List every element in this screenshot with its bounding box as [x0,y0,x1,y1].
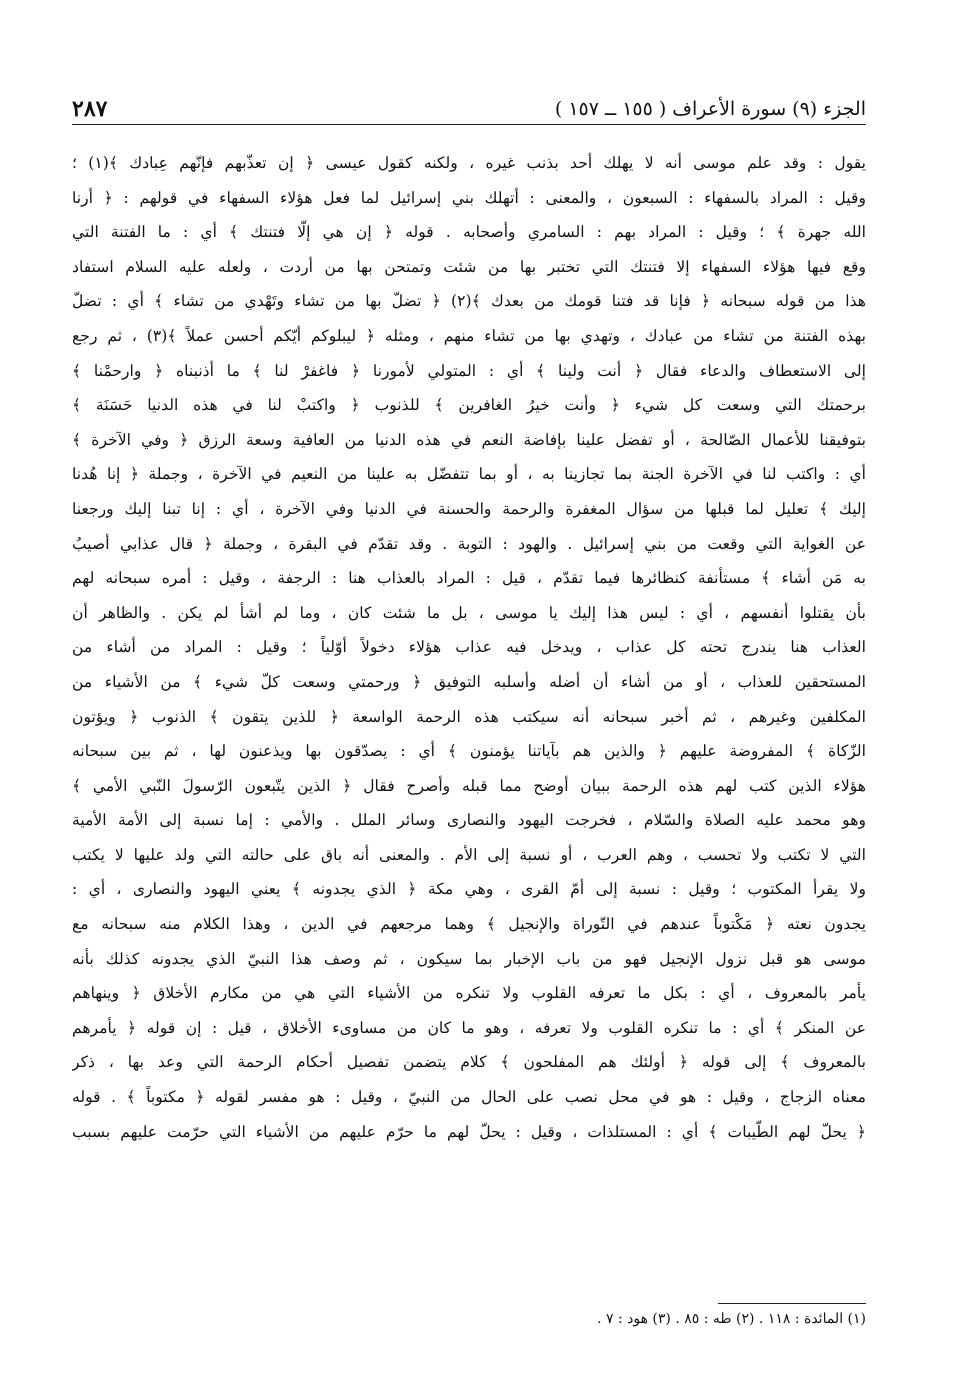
text-line: ﴿ يحلّ لهم الطّيبات ﴾ أي : المستلذات ، وقيل : يحلّ لهم ما حرّم عليهم من الأشياء التي حرّمت عليهم بسبب [72,1122,866,1141]
text-line: عن الغواية التي وقعت من بني إسرائيل . والهود : التوبة . وقد تقدّم في البقرة ، وجملة ﴿ قال عذابي أصيبُ [72,534,866,553]
text-line: أي : واكتب لنا في الآخرة الجنة بما تجازينا به ، أو بما تتفضّل به علينا من النعيم في الآخرة ، وجملة ﴿ إنا هُدنا [72,465,866,484]
text-line: معناه الزجاج ، وقيل : هو في محل نصب على الحال من النبيّ ، وقيل : هو مفسر لقوله ﴿ مكتوباً ﴾ . قوله [72,1088,866,1107]
text-line: يجدون نعته ﴿ مَكْتوباً عندهم في التّوراة والإنجيل ﴾ وهما مرجعهم في الدين ، وهذا الكلام منه سبحانه مع [72,915,866,934]
text-line: المستحقين للعذاب ، أو من أشاء أن أضله وأسلبه التوفيق ﴿ ورحمتي وسعت كلّ شيء ﴾ من الأشياء من [72,672,866,691]
text-line: هذا من قوله سبحانه ﴿ فإنا قد فتنا قومك من بعدك ﴾(٢) ﴿ تضلّ بها من تشاء وتَهْدي من تشاء ﴾ أي : تضلّ [72,292,866,311]
text-line: وهو محمد عليه الصلاة والسّلام ، فخرجت اليهود والنصارى وسائر الملل . والأمي : إما نسبة إلى الأمة الأمية [72,811,866,830]
page-number: ٢٨٧ [72,96,108,122]
text-line: يأمر بالمعروف ، أي : بكل ما تعرفه القلوب ولا تنكره من الأشياء التي هي من مكارم الأخلاق ﴿ وينهاهم [72,984,866,1003]
text-line: به مَن أشاء ﴾ مستأنفة كنظائرها فيما تقدّم ، قيل : المراد بالعذاب هنا : الرجفة ، وقيل : أمره سبحانه لهم [72,569,866,588]
text-line: بهذه الفتنة من تشاء من عبادك ، وتهدي بها من تشاء منهم ، ومثله ﴿ ليبلوكم أيّكم أحسن عملاً ﴾(٣) ، ثم رجع [72,326,866,345]
text-line: بتوفيقنا للأعمال الصّالحة ، أو تفضل علينا بإفاضة النعم في هذه الدنيا من العافية وسعة الرزق ﴿ وفي الآخرة ﴾ [72,430,866,449]
text-line: بأن يقتلوا أنفسهم ، أي : ليس هذا إليك يا موسى ، بل ما شئت كان ، وما لم أشأ لم يكن . والظاهر أن [72,603,866,622]
text-line: التي لا تكتب ولا تحسب ، وهم العرب ، أو نسبة إلى الأم . والمعنى أنه باق على حالته التي ولد عليها لا يكتب [72,845,866,864]
text-line: وقع فيها هؤلاء السفهاء إلا فتنتك التي تختبر بها من شئت وتمتحن بها من أردت ، ولعله عليه السلام استفاد [72,257,866,276]
text-line: إليك ﴾ تعليل لما قبلها من سؤال المغفرة والرحمة والحسنة في الدنيا وفي الآخرة ، أي : إنا تبنا إليك ورجعنا [72,499,866,518]
text-line: وقيل : المراد بالسفهاء : السبعون ، والمعنى : أتهلك بني إسرائيل لما فعل هؤلاء السفهاء في قولهم : ﴿ أرنا [72,188,866,207]
text-line: موسى هو قبل نزول الإنجيل فهو من باب الإخبار بما سيكون ، ثم وصف هذا النبيّ الذي يجدونه كذلك بأنه [72,949,866,968]
footnote-separator [718,1303,866,1304]
text-line: عن المنكر ﴾ أي : ما تنكره القلوب ولا تعرفه ، وهو ما كان من مساوىء الأخلاق ، قيل : إن قوله ﴿ يأمرهم [72,1018,866,1037]
text-line: هؤلاء الذين كتب لهم هذه الرحمة ببيان أوضح مما قبله وأصرح فقال ﴿ الذين يتّبعون الرّسولَ النّبي الأمي ﴾ [72,776,866,795]
text-line: إلى الاستعطاف والدعاء فقال ﴿ أنت ولينا ﴾ أي : المتولي لأمورنا ﴿ فاغفرْ لنا ﴾ ما أذنبناه ﴿ وارحمْنا ﴾ [72,361,866,380]
text-line: بالمعروف ﴾ إلى قوله ﴿ أولئك هم المفلحون ﴾ كلام يتضمن تفصيل أحكام الرحمة التي وعد بها ، ذكر [72,1053,866,1072]
text-line: برحمتك التي وسعت كل شيء ﴿ وأنت خيرُ الغافرين ﴾ للذنوب ﴿ واكتبْ لنا في هذه الدنيا حَسَنَة ﴾ [72,396,866,415]
text-line: الزّكاة ﴾ المفروضة عليهم ﴿ والذين هم بآياتنا يؤمنون ﴾ أي : يصدّقون بها ويذعنون لها ، ثم بين سبحانه [72,742,866,761]
footnotes: (١) المائدة : ١١٨ . (٢) طه : ٨٥ . (٣) هود : ٧ . [597,1311,866,1327]
text-line: الله جهرة ﴾ ؛ وقيل : المراد بهم : السامري وأصحابه . قوله ﴿ إن هي إلّا فتنتك ﴾ أي : ما الفتنة التي [72,223,866,242]
running-title: الجزء (٩) سورة الأعراف ( ١٥٥ ــ ١٥٧ ) [554,98,866,120]
text-line: المكلفين وغيرهم ، ثم أخبر سبحانه أنه سيكتب هذه الرحمة الواسعة ﴿ للذين يتقون ﴾ الذنوب ﴿ ويؤتون [72,707,866,726]
text-line: ولا يقرأ المكتوب ؛ وقيل : نسبة إلى أمّ القرى ، وهي مكة ﴿ الذي يجدونه ﴾ يعني اليهود والنصارى ، أي : [72,880,866,899]
page-header [72,90,866,125]
text-line: يقول : وقد علم موسى أنه لا يهلك أحد بذنب غيره ، ولكنه كقول عيسى ﴿ إن تعذّبهم فإنّهم عِبادك ﴾(١) ؛ [72,154,866,172]
text-line: العذاب هنا يندرج تحته كل عذاب ، ويدخل فيه عذاب هؤلاء دخولاً أوّلياً ؛ وقيل : المراد من أشاء من [72,638,866,657]
body-text [72,146,866,1149]
